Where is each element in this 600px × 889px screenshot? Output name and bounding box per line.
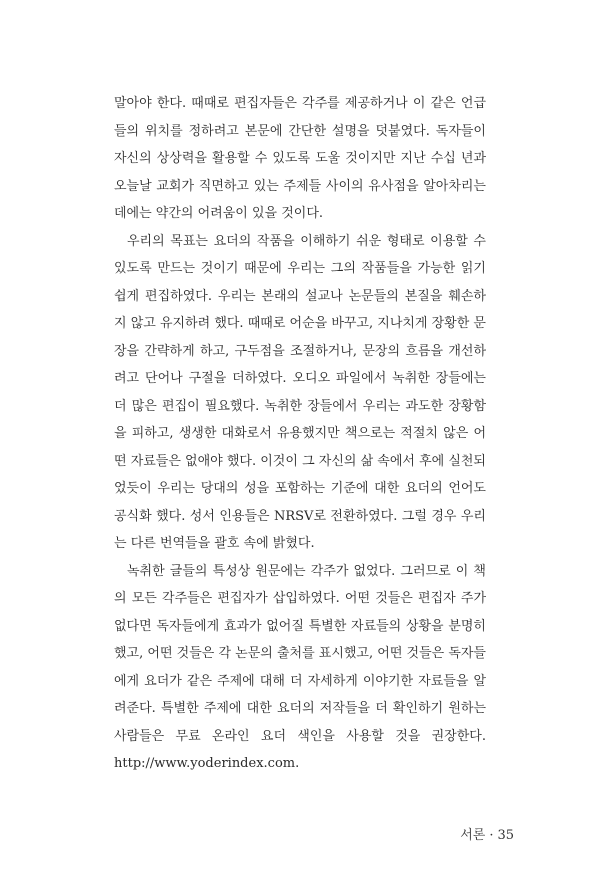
paragraph-continued: 말아야 한다. 때때로 편집자들은 각주를 제공하거나 이 같은 언급들의 위치를 정하려고 본문에 간단한 설명을 덧붙였다. 독자들이 자신의 상상력을 활용할 수 있도록 도울 것이지만 지난 수십 년과 오늘날 교회가 직면하고 있는 주제들 사이의 유사점을 알아차리는 데에는 약간의 어려움이 있을 것이다.: [114, 96, 486, 221]
running-footer-section: 서론: [460, 828, 486, 843]
body-text: [114, 90, 486, 778]
footer-separator: ·: [489, 828, 494, 843]
paragraph-footnotes: 녹취한 글들의 특성상 원문에는 각주가 없었다. 그러므로 이 책의 모든 각주들은 편집자가 삽입하였다. 어떤 것들은 편집자 주가 없다면 독자들에게 효과가 없어질 특별한 자료들의 상황을 분명히 했고, 어떤 것들은 각 논문의 출처를 표시했고, 어떤 것들은 독자들에게 요더가 같은 주제에 대해 더 자세하게 이야기한 자료들을 알려준다. 특별한 주제에 대한 요더의 저작들을 더 확인하기 원하는 사람들은 무료 온라인 요더 색인을 사용할 것을 권장한다. http://www.yoderindex.com.: [114, 563, 486, 771]
page-number: 35: [497, 828, 514, 843]
paragraph-editing-goals: 우리의 목표는 요더의 작품을 이해하기 쉬운 형태로 이용할 수 있도록 만드는 것이기 때문에 우리는 그의 작품들을 가능한 읽기 쉽게 편집하였다. 우리는 본래의 설교나 논문들의 본질을 훼손하지 않고 유지하려 했다. 때때로 어순을 바꾸고, 지나치게 장황한 문장을 간략하게 하고, 구두점을 조절하거나, 문장의 흐름을 개선하려고 단어나 구절을 더하였다. 오디오 파일에서 녹취한 장들에는 더 많은 편집이 필요했다. 녹취한 장들에서 우리는 과도한 장황함을 피하고, 생생한 대화로서 유용했지만 책으로는 적절치 않은 어떤 자료들은 없애야 했다. 이것이 그 자신의 삶 속에서 후에 실천되었듯이 우리는 당대의 성을 포함하는 기준에 대한 요더의 언어도 공식화 했다. 성서 인용들은 NRSV로 전환하였다. 그럴 경우 우리는 다른 번역들을 괄호 속에 밝혔다.: [114, 233, 486, 551]
page-footer: [460, 824, 514, 843]
